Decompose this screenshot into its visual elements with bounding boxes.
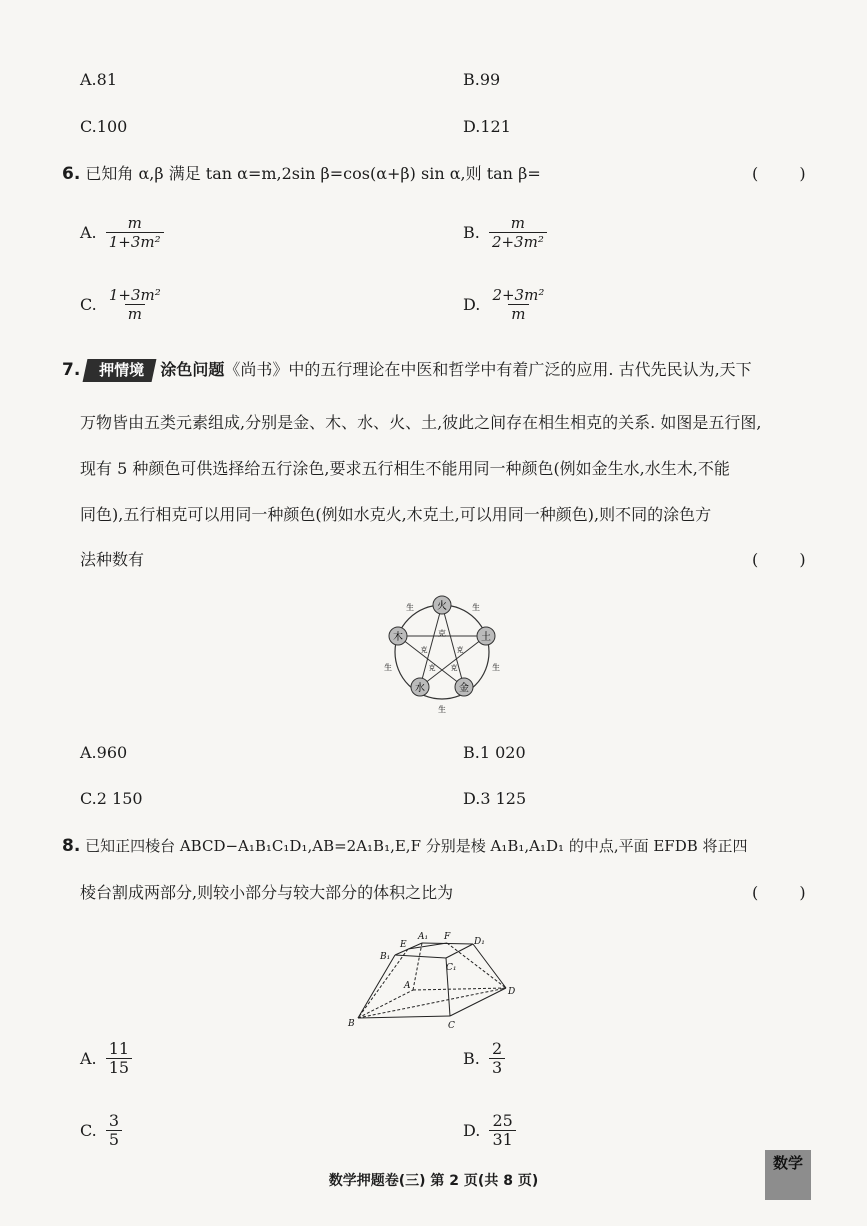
q7-option-c: C.2 150 [80, 789, 143, 808]
element-node-metal [455, 678, 473, 696]
q8-line-1: 8. 已知正四棱台 ABCD−A₁B₁C₁D₁,AB=2A₁B₁,E,F 分别是棱 A₁B₁,A₁D₁ 的中点,平面 EFDB 将正四 [62, 836, 748, 856]
q6-stem [62, 164, 541, 184]
element-node-earth [477, 627, 495, 645]
q7-topic: 涂色问题 [160, 360, 225, 379]
q8-option-a: A. $\frac{11}{15}$ [80, 1040, 132, 1077]
q6-option-c: C. $\frac{\text{1+3m²}}{m}$ [80, 286, 161, 323]
q7-line-3: 现有 5 种颜色可供选择给五行涂色,要求五行相生不能用同一种颜色(例如金生水,水生木,不能 [80, 459, 730, 478]
q5-option-c: C.100 [80, 117, 128, 136]
label-C1: C₁ [446, 963, 457, 973]
svg-text:金: 金 [459, 683, 469, 694]
label-E: E [400, 940, 407, 950]
label-B1: B₁ [380, 952, 391, 962]
q5-option-a: A.81 [80, 70, 117, 89]
sheng-label: 生 [492, 663, 500, 672]
ke-star [398, 605, 486, 687]
label-C: C [448, 1021, 455, 1031]
q5-option-b: B.99 [463, 70, 501, 89]
q6-number: 6. [62, 164, 81, 184]
q7-line-4: 同色),五行相克可以用同一种颜色(例如水克火,木克土,可以用同一种颜色),则不同的涂色方 [80, 505, 712, 524]
ke-label: 克 [450, 664, 458, 672]
q6-stem-text: 已知角 α,β 满足 tan α=m,2sin β=cos(α+β) sin α,则 tan β= [85, 164, 541, 183]
svg-text:水: 水 [415, 683, 425, 694]
subject-corner-tab: 数学 [765, 1150, 811, 1200]
ke-label: 克 [420, 646, 428, 654]
svg-text:火: 火 [437, 601, 447, 612]
label-D: D [508, 987, 516, 997]
q7-answer-paren: ( ) [752, 550, 824, 569]
svg-text:土: 土 [481, 632, 491, 643]
five-elements-diagram [380, 590, 505, 718]
sheng-cycle-circle [395, 605, 489, 699]
q8-line-2: 棱台割成两部分,则较小部分与较大部分的体积之比为 [80, 883, 454, 902]
frustum-figure [340, 928, 530, 1033]
q6-option-b: B. $\frac{m}{\text{2+3m²}}$ [463, 214, 547, 251]
element-node-water [411, 678, 429, 696]
q6-answer-paren: ( ) [752, 164, 824, 183]
q6-option-a: A. $\frac{m}{\text{1+3m²}}$ [80, 214, 164, 251]
q8-answer-paren: ( ) [752, 883, 824, 902]
sheng-label: 生 [438, 705, 446, 714]
page-footer: 数学押题卷(三) 第 2 页(共 8 页) [328, 1173, 539, 1189]
sheng-label: 生 [406, 603, 414, 612]
q8-number: 8. [62, 836, 81, 856]
svg-text:木: 木 [393, 632, 403, 643]
q7-number: 7. [62, 360, 81, 380]
element-node-wood [389, 627, 407, 645]
element-node-fire [433, 596, 451, 614]
q5-option-d: D.121 [463, 117, 511, 136]
ke-label: 克 [456, 646, 464, 654]
q8-option-b: B. $\frac{2}{3}$ [463, 1040, 505, 1077]
q8-option-c: C. $\frac{3}{5}$ [80, 1112, 122, 1149]
q7-option-b: B.1 020 [463, 743, 526, 762]
label-F: F [444, 932, 451, 942]
ke-label: 克 [428, 664, 436, 672]
label-A1: A₁ [418, 932, 429, 942]
ke-label: 克 [438, 629, 446, 638]
q7-badge: 押情境 [83, 359, 157, 382]
q7-line-2: 万物皆由五类元素组成,分别是金、木、水、火、土,彼此之间存在相生相克的关系. 如图是五行图, [80, 413, 762, 432]
q7-option-a: A.960 [80, 743, 128, 762]
label-D1: D₁ [474, 937, 485, 947]
q7-line-1: 7. 押情境 涂色问题《尚书》中的五行理论在中医和哲学中有着广泛的应用. 古代先民认为,天下 [62, 360, 752, 380]
q8-option-d: D. $\frac{25}{31}$ [463, 1112, 516, 1149]
sheng-label: 生 [472, 603, 480, 612]
label-A: A [404, 981, 411, 991]
sheng-label: 生 [384, 663, 392, 672]
q7-line-5: 法种数有 [80, 550, 145, 569]
q7-option-d: D.3 125 [463, 789, 527, 808]
label-B: B [348, 1019, 355, 1029]
q6-option-d: D. $\frac{\text{2+3m²}}{m}$ [463, 286, 545, 323]
